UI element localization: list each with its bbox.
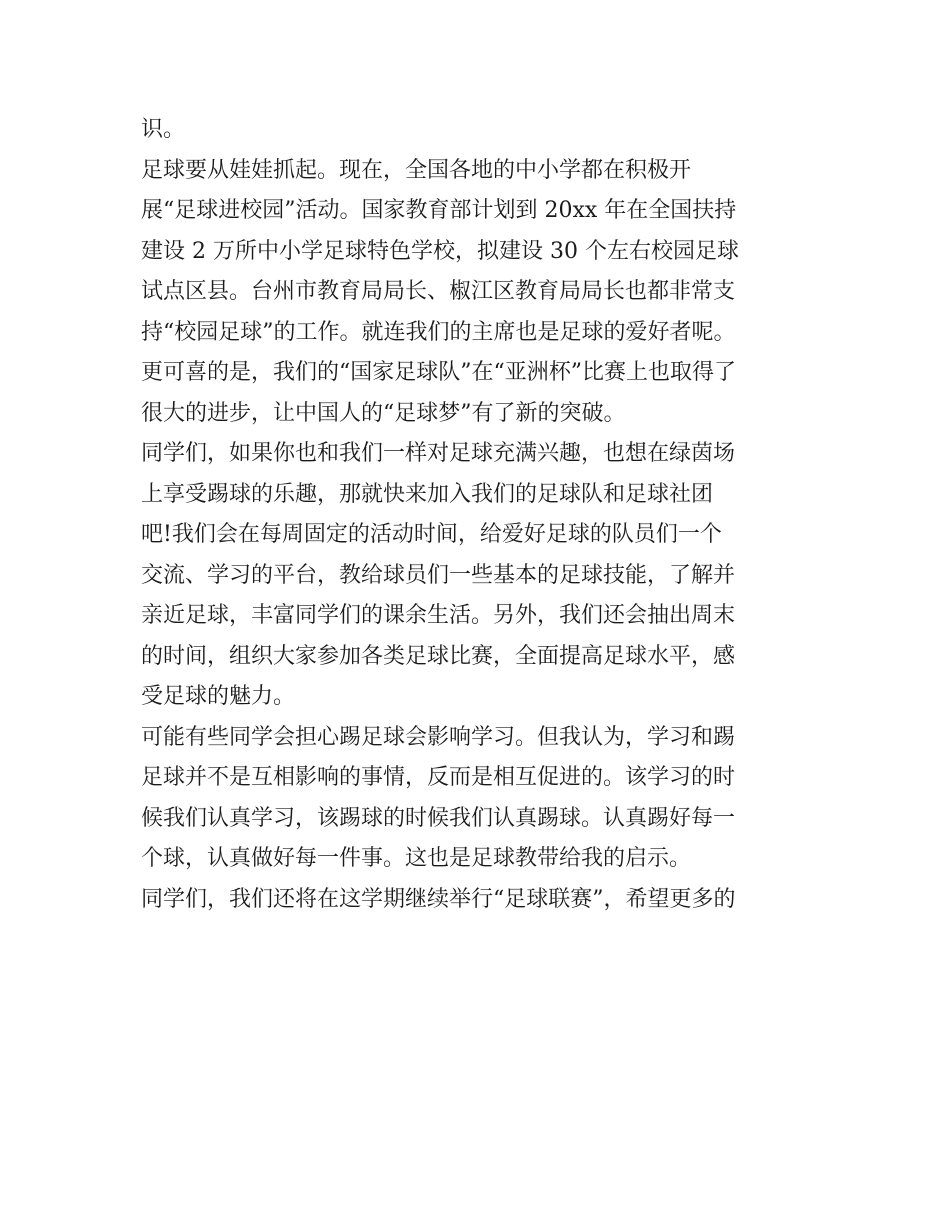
text-line: 个球，认真做好每一件事。这也是足球教带给我的启示。 bbox=[141, 846, 692, 871]
text-line: 同学们，我们还将在这学期继续举行“足球联赛”，希望更多的 bbox=[141, 886, 736, 912]
text-line: 很大的进步，让中国人的“足球梦”有了新的突破。 bbox=[141, 400, 626, 426]
text-line: 候我们认真学习，该踢球的时候我们认真踢球。认真踢好每一 bbox=[141, 805, 736, 831]
text-line: 更可喜的是，我们的“国家足球队”在“亚洲杯”比赛上也取得了 bbox=[141, 360, 736, 385]
body-text bbox=[141, 110, 821, 920]
text-line: 受足球的魅力。 bbox=[141, 684, 296, 709]
text-line: 建设 2 万所中小学足球特色学校，拟建设 30 个左右校园足球 bbox=[141, 238, 739, 264]
text-line: 同学们，如果你也和我们一样对足球充满兴趣，也想在绿茵场 bbox=[141, 441, 736, 466]
text-line: 上享受踢球的乐趣，那就快来加入我们的足球队和足球社团 bbox=[141, 481, 714, 507]
text-line: 交流、学习的平台，教给球员们一些基本的足球技能，了解并 bbox=[141, 562, 736, 588]
text-line: 足球要从娃娃抓起。现在，全国各地的中小学都在积极开 bbox=[141, 157, 692, 183]
text-line: 足球并不是互相影响的事情，反而是相互促进的。该学习的时 bbox=[141, 765, 736, 790]
text-line: 持“校园足球”的工作。就连我们的主席也是足球的爱好者呢。 bbox=[141, 319, 736, 345]
text-line: 展“足球进校园”活动。国家教育部计划到 20xx 年在全国扶持 bbox=[141, 198, 737, 223]
text-line: 亲近足球，丰富同学们的课余生活。另外，我们还会抽出周末 bbox=[141, 603, 736, 628]
text-line: 的时间，组织大家参加各类足球比赛，全面提高足球水平，感 bbox=[141, 643, 736, 669]
text-line: 识。 bbox=[141, 117, 186, 142]
text-line: 可能有些同学会担心踢足球会影响学习。但我认为，学习和踢 bbox=[141, 724, 736, 750]
text-line: 吧!我们会在每周固定的活动时间，给爱好足球的队员们一个 bbox=[141, 522, 722, 547]
text-line: 试点区县。台州市教育局局长、椒江区教育局局长也都非常支 bbox=[141, 279, 736, 304]
